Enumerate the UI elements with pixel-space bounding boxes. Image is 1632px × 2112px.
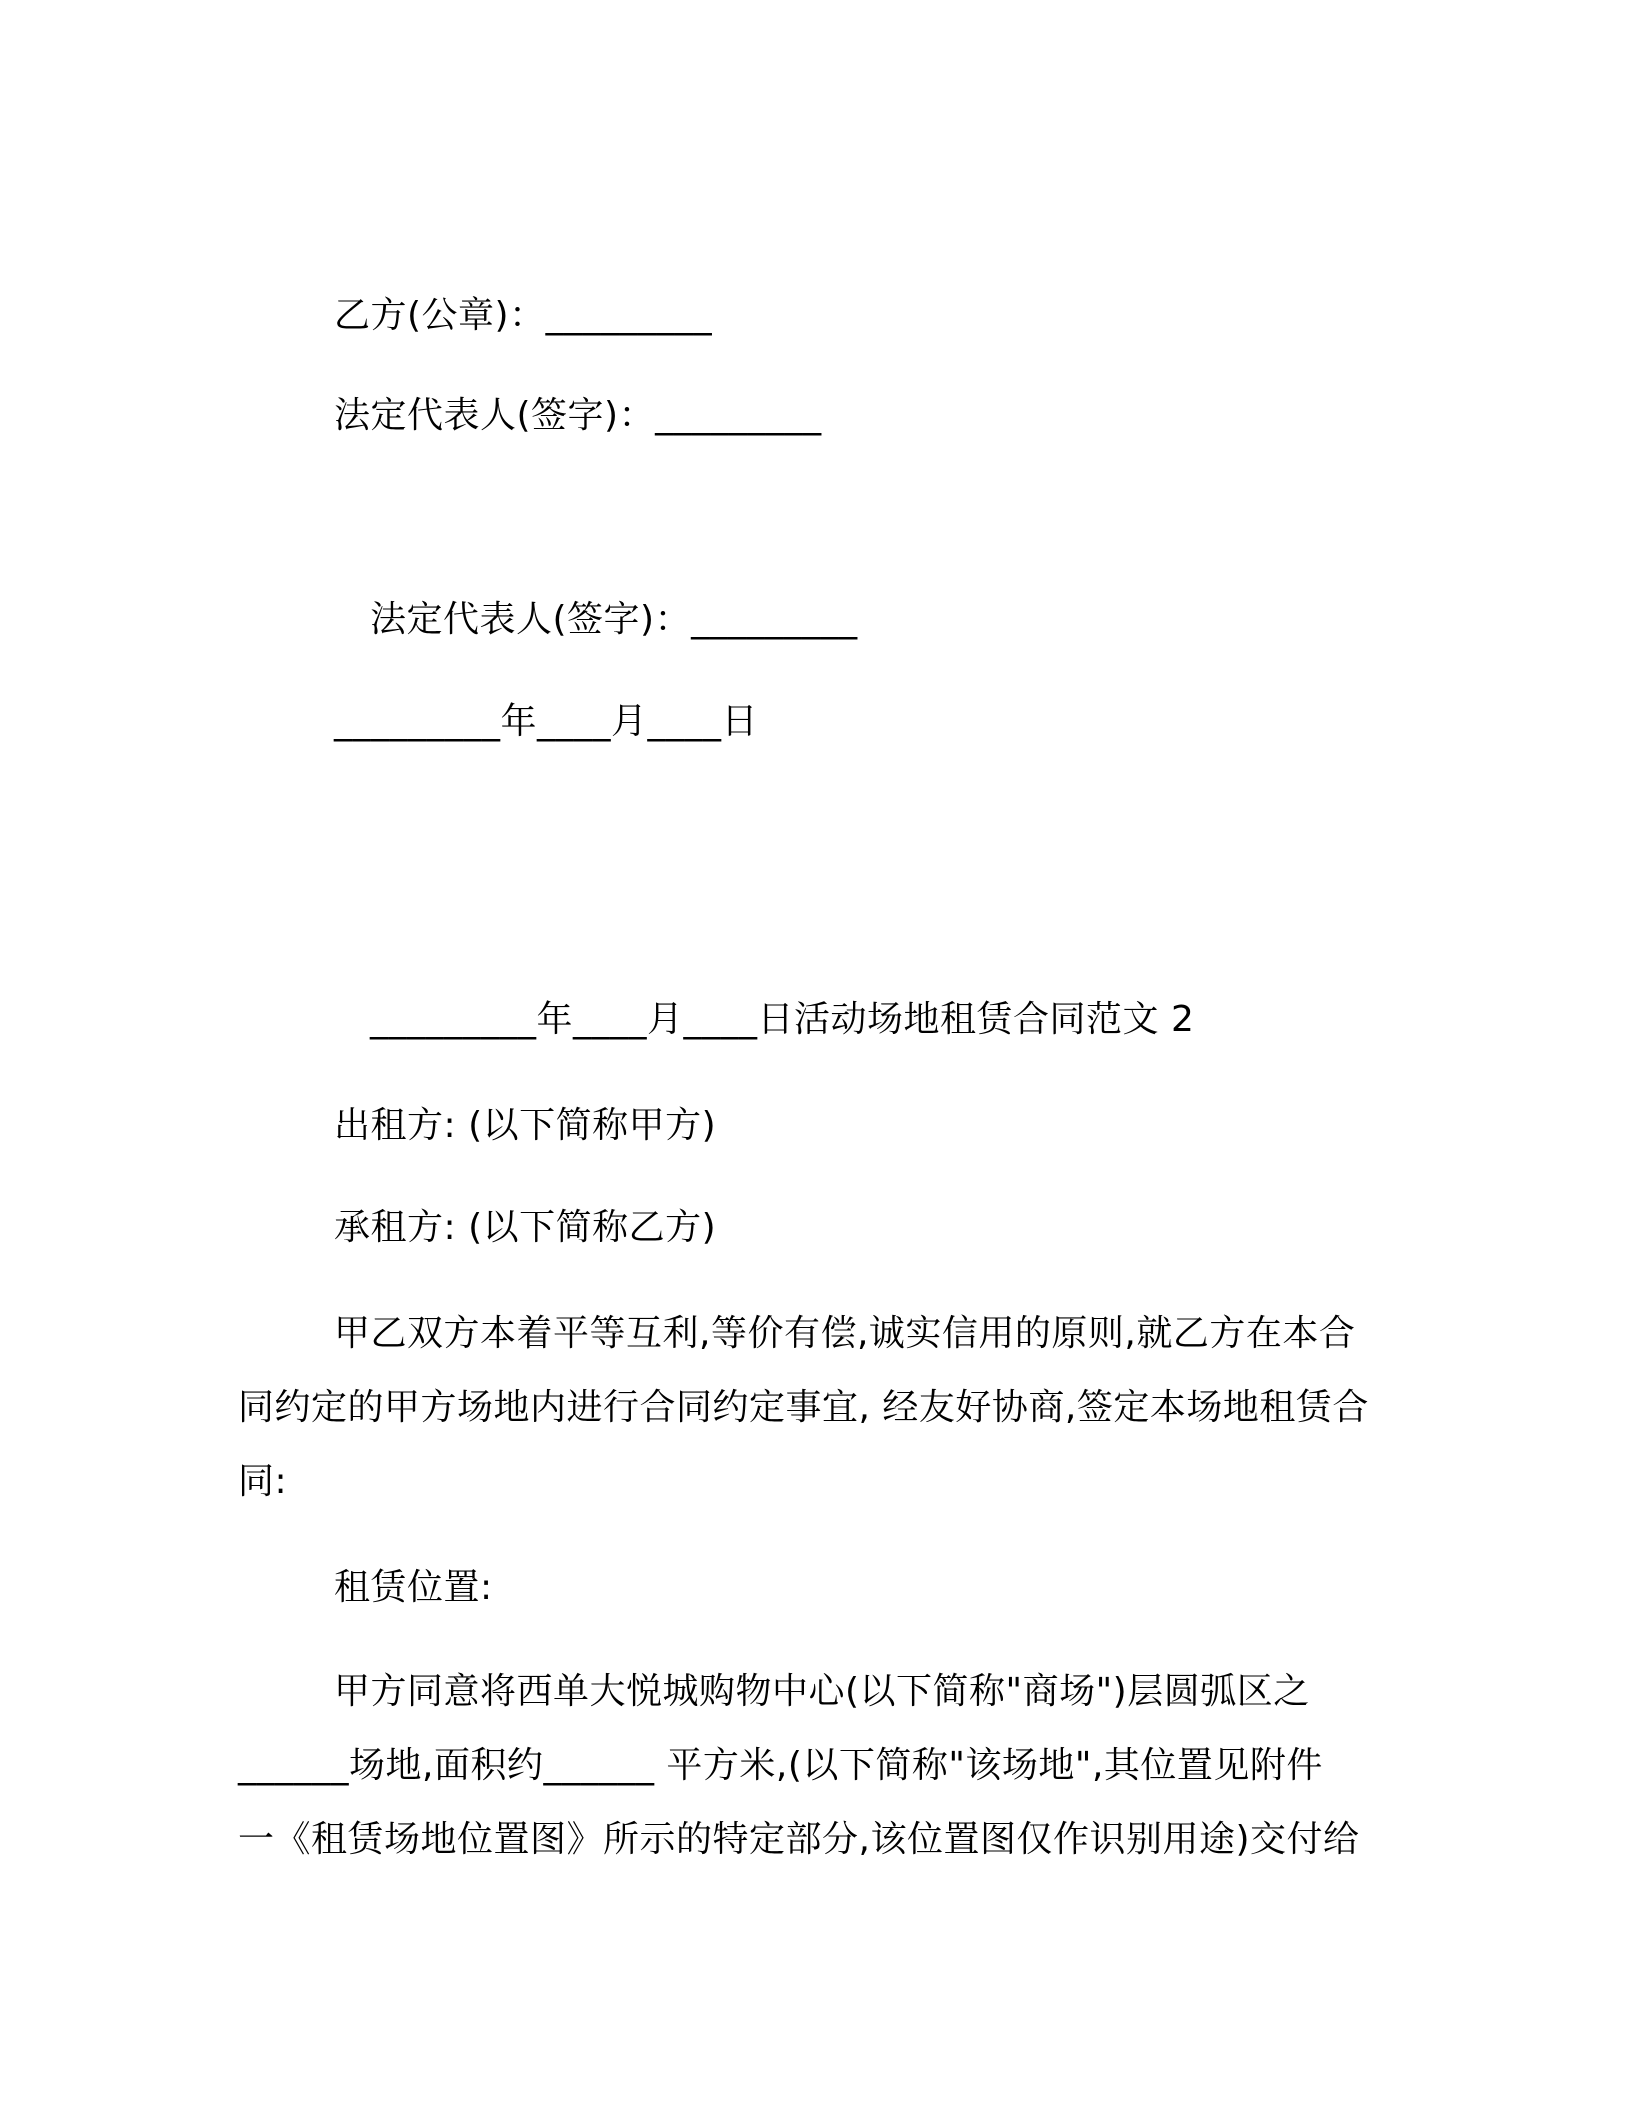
location-line-2: ______场地,面积约______ 平方米,(以下简称"该场地",其位置见附件 <box>238 1745 1323 1786</box>
lessor-line: 出租方: (以下简称甲方) <box>334 1105 717 1146</box>
party-b-seal-line: 乙方(公章)：_________ <box>334 295 713 336</box>
signature-date-line: _________年____月____日 <box>334 701 758 742</box>
preamble-line-3: 同: <box>238 1461 288 1502</box>
lessee-line: 承租方: (以下简称乙方) <box>334 1207 717 1248</box>
location-line-1: 甲方同意将西单大悦城购物中心(以下简称"商场")层圆弧区之 <box>334 1671 1310 1712</box>
preamble-line-1: 甲乙双方本着平等互利,等价有偿,诚实信用的原则,就乙方在本合 <box>334 1313 1356 1354</box>
location-line-3: 一《租赁场地位置图》所示的特定部分,该位置图仅作识别用途)交付给 <box>238 1819 1360 1860</box>
legal-representative-line-2: 法定代表人(签字)：_________ <box>370 599 858 640</box>
contract-title: _________年____月____日活动场地租赁合同范文 2 <box>370 999 1195 1040</box>
preamble-line-2: 同约定的甲方场地内进行合同约定事宜, 经友好协商,签定本场地租赁合 <box>238 1387 1369 1428</box>
legal-representative-line: 法定代表人(签字)：_________ <box>334 395 822 436</box>
section-heading-location: 租赁位置: <box>334 1567 493 1608</box>
